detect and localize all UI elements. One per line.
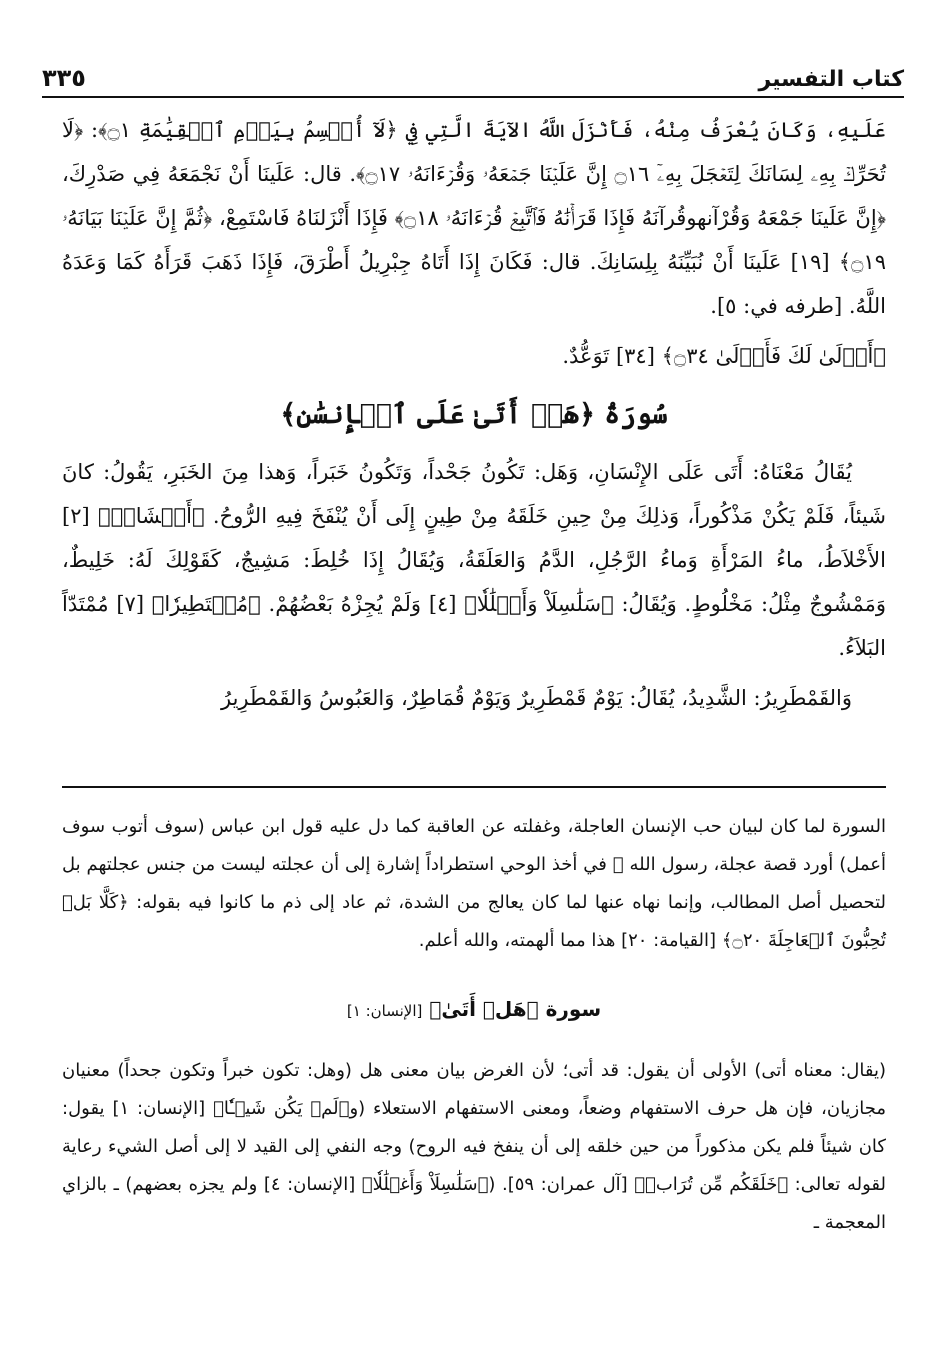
surah-heading: سُورَةُ ﴿هَلۡ أَتَىٰ عَلَى ٱلۡإِنسَٰنِ﴾ xyxy=(280,399,668,430)
running-title: كتاب التفسير xyxy=(758,67,904,92)
tafsir-paragraph-continued: وَالقَمْطَرِيرُ: الشَّدِيدُ، يُقَالُ: يَوْمٌ قَمْطَرِيرٌ وَيَوْمٌ قُمَاطِرٌ، وَالعَبُوسُ وَالقَمْطَرِيرُ xyxy=(220,686,852,710)
commentary-surah-heading xyxy=(62,990,886,1030)
footnote-divider xyxy=(62,786,886,788)
page-header xyxy=(42,52,904,98)
commentary-surah-reference: [الإنسان: ١] xyxy=(346,1002,423,1020)
main-text xyxy=(62,108,886,726)
commentary-paragraph-2: (يقال: معناه أتى) الأولى أن يقول: قد أتى؛ لأن الغرض بيان معنى هل (وهل: تكون خبراً وتكون جحداً) معنيان مجازيان، فإن هل حرف الاستفهام وضعاً، ومعنى الاستفهام الاستعلاء (و﴿لَمۡ يَكُن شَيۡـٔٗا﴾ [الإنسان: ١] يقول: كان شيئاً فلم يكن مذكوراً من حين خلقه إلى أن ينفخ فيه الروح) وجه النفي إلى القيد لا إلى أصل الشيء رعاية لقوله تعالى: ﴿خَلَقَكُم مِّن تُرَابٖ﴾ [آل عمران: ٥٩]. (﴿سَلَٰسِلَاْ وَأَغۡلَٰلٗا﴾ [الإنسان: ٤] ولم يجزه بعضهم) ـ بالزاي المعجمة ـ xyxy=(62,1060,887,1233)
commentary-surah-title: سورة ﴿هَلۡ أَتَىٰ﴾ xyxy=(429,997,602,1021)
verse-note: ﴿أَوۡلَىٰ لَكَ فَأَوۡلَىٰ ۝٣٤﴾ [٣٤] تَوَعُّدٌ. xyxy=(562,344,886,368)
commentary-section xyxy=(62,808,886,1242)
commentary-paragraph: السورة لما كان لبيان حب الإنسان العاجلة، وغفلته عن العاقبة كما دل عليه قول ابن عباس (سوف أتوب سوف أعمل) أورد قصة عجلة، رسول الله ﷺ في أخذ الوحي استطراداً إشارة إلى أن عجلته ليست من جنس عجلتهم بل لتحصيل أصل المطالب، وإنما نهاه عنها لما كان يعالج من الشدة، ثم عاد إلى ذم ما كانوا فيه بقوله: ﴿كَلَّا بَلۡ تُحِبُّونَ ٱلۡعَاجِلَةَ ۝٢٠﴾ [القيامة: ٢٠] هذا مما ألهمته، والله أعلم. xyxy=(62,816,886,951)
page-number: ٣٣٥ xyxy=(42,64,86,92)
hadith-paragraph: عَلَيهِ، وَكَانَ يُعْرَفُ مِنْهُ، فَأَنْزَلَ اللَّهُ الآيَةَ الَّتِي فِي ﴿لَآ أُقۡسِمُ بِيَوۡمِ ٱلۡقِيَٰمَةِ ۝١﴾: ﴿لَا تُحَرِّكۡ بِهِۦ لِسَانَكَ لِتَعۡجَلَ بِهِۦٓ ۝١٦ إِنَّ عَلَيۡنَا جَمۡعَهُۥ وَقُرۡءَانَهُۥ ۝١٧﴾. قال: عَلَينَا أَنْ نَجْمَعَهُ فِي صَدْرِكَ، ﴿إِنَّ عَلَينَا جَمْعَهُ وَقُرْآنهوقُرآنَهُ فَإِذَا قَرَأۡنَٰهُ فَٱتَّبِعۡ قُرۡءَانَهُۥ ۝١٨﴾ فَإِذَا أَنْزَلنَاهُ فَاسْتَمِعْ، ﴿ثُمَّ إِنَّ عَلَيۡنَا بَيَانَهُۥ ۝١٩﴾ [١٩] عَلَينَا أَنْ نُبَيِّنَهُ بِلِسَانِكَ. قال: فَكَانَ إِذَا أَتَاهُ جِبْرِيلُ أَطْرَقَ، فَإِذَا ذَهَبَ قَرَأَهُ كَمَا وَعَدَهُ اللَّهُ. [طرفه في: ٥]. xyxy=(62,118,886,318)
tafsir-paragraph: يُقَالُ مَعْنَاهُ: أَتَى عَلَى الإِنْسَانِ، وَهَل: تَكُونُ جَحْداً، وَتَكُونُ خَبَراً، وَهذا مِنَ الخَبَرِ، يَقُولُ: كانَ شَيئاً، فَلَمْ يَكُنْ مَذْكُوراً، وَذلِكَ مِنْ حِينِ خَلَقَهُ مِنْ طِينٍ إِلَى أَنْ يُنْفَخَ فِيهِ الرُّوحُ. ﴿أَمۡشَاجٖ﴾ [٢] الأَخْلاَطُ، ماءُ المَرْأَةِ وَماءُ الرَّجُلِ، الدَّمُ وَالعَلَقَةُ، وَيُقَالُ إِذَا خُلِطَ: مَشِيجٌ، كَقَوْلِكَ لَهُ: خَلِيطٌ، وَمَمْشُوجٌ مِثْلُ: مَخْلُوطٍ. وَيُقَالُ: ﴿سَلَٰسِلَاْ وَأَغۡلَٰلٗا﴾ [٤] وَلَمْ يُجِزْهُ بَعْضُهُمْ. ﴿مُسۡتَطِيرٗا﴾ [٧] مُمْتَدّاً البَلاَءُ. xyxy=(62,460,887,660)
